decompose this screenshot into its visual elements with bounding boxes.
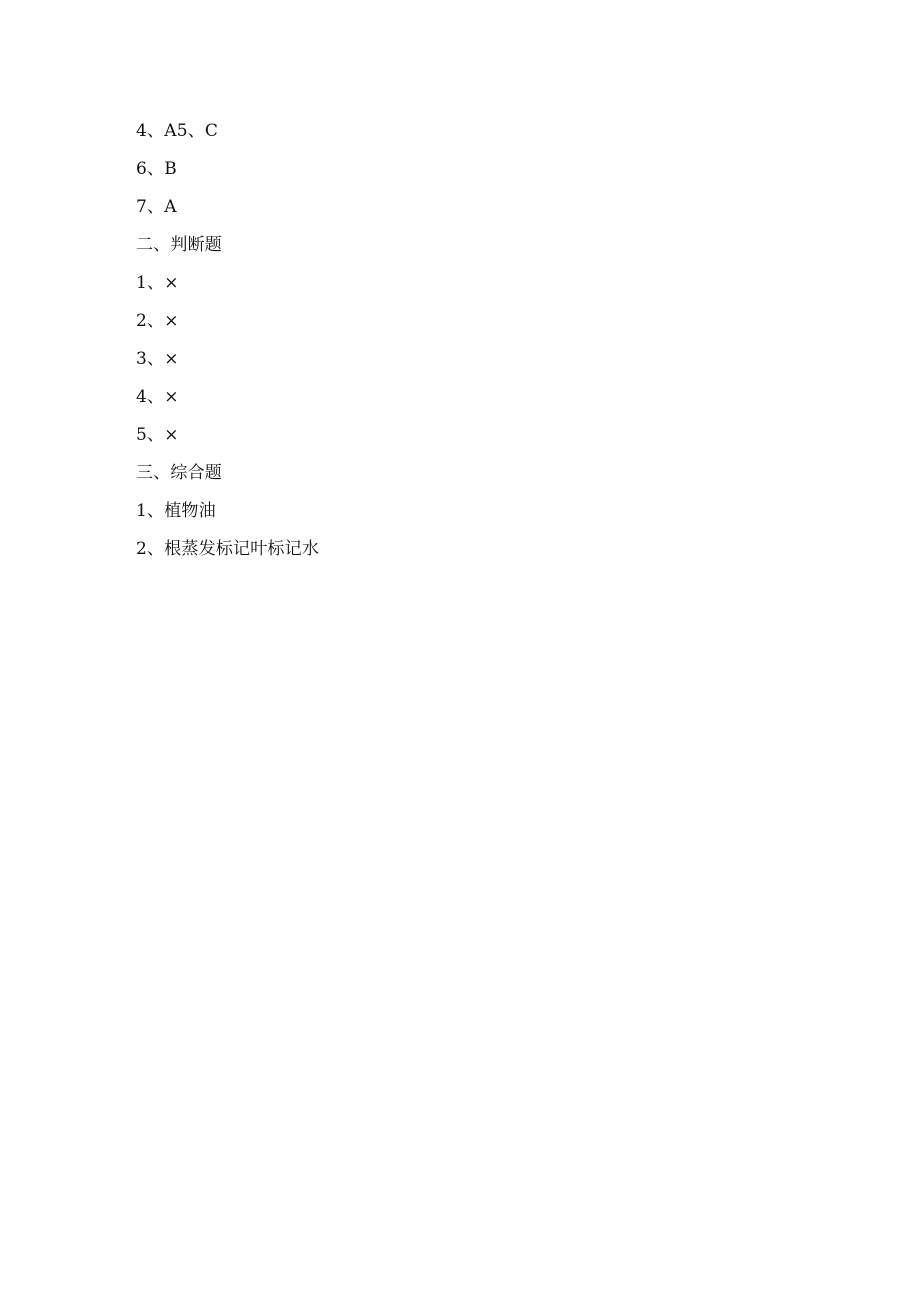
section-heading-judgment: 二、判断题	[136, 235, 222, 255]
answer-content	[136, 112, 836, 568]
answer-line-comprehensive-1: 1、植物油	[136, 501, 216, 521]
answer-line-comprehensive-2: 2、根蒸发标记叶标记水	[136, 539, 320, 559]
answer-line-choice-7: 7、A	[136, 197, 177, 217]
answer-line-judgment-5: 5、×	[136, 425, 179, 445]
answer-line-choice-6: 6、B	[136, 159, 177, 179]
answer-line-judgment-3: 3、×	[136, 349, 179, 369]
answer-line-choice-4-5: 4、A5、C	[136, 121, 219, 141]
answer-line-judgment-4: 4、×	[136, 387, 179, 407]
section-heading-comprehensive: 三、综合题	[136, 463, 222, 483]
answer-line-judgment-2: 2、×	[136, 311, 179, 331]
answer-line-judgment-1: 1、×	[136, 273, 179, 293]
